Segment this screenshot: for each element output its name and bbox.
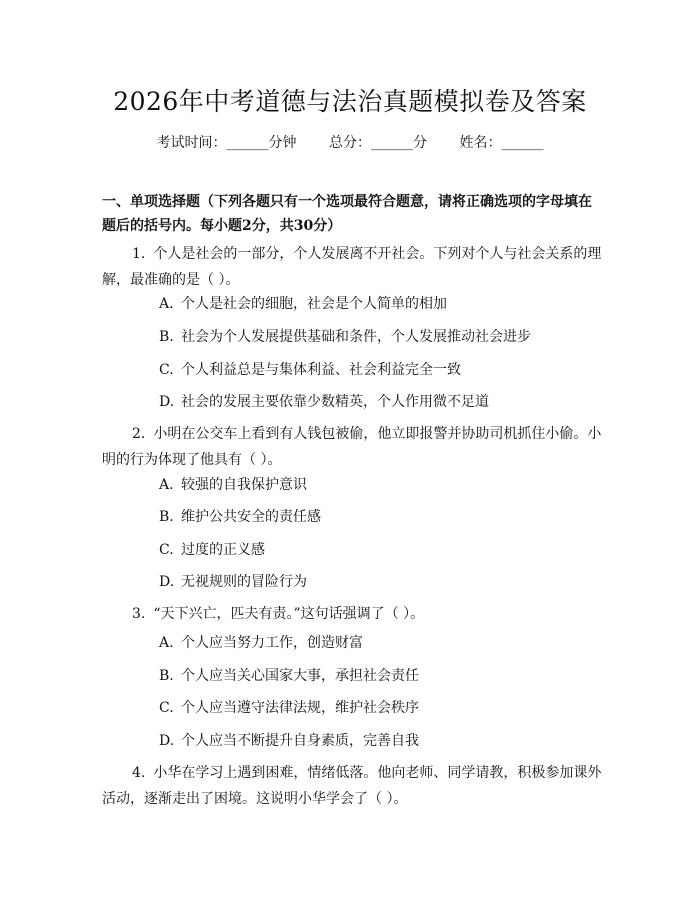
exam-meta <box>0 132 700 152</box>
option-1b <box>159 327 599 347</box>
option-letter: A. <box>159 635 174 651</box>
option-text: 无视规则的冒险行为 <box>181 574 307 590</box>
option-text: 较强的自我保护意识 <box>181 477 307 493</box>
exam-time: 考试时间：______分钟 <box>156 135 297 151</box>
option-text: 个人是社会的细胞，社会是个人简单的相加 <box>181 296 447 312</box>
page-title: 2026年中考道德与法治真题模拟卷及答案 <box>113 87 587 116</box>
option-3d <box>159 731 599 751</box>
question-text: 个人是社会的一部分，个人发展离不开社会。下列对个人与社会关系的理解，最准确的是（ ）。 <box>102 246 602 288</box>
exam-score: 总分：______分 <box>329 135 427 151</box>
option-3c <box>159 698 599 718</box>
option-text: 个人应当关心国家大事，承担社会责任 <box>181 668 419 684</box>
question-number: 1. <box>132 246 146 262</box>
exam-name: 姓名：______ <box>459 135 544 151</box>
option-3b <box>159 666 599 686</box>
option-1d <box>159 392 599 412</box>
option-3a <box>159 633 599 653</box>
section-heading: 一、单项选择题（下列各题只有一个选项最符合题意，请将正确选项的字母填在题后的括号内。每小题2分，共30分） <box>102 194 592 234</box>
option-2d <box>159 572 599 592</box>
option-letter: D. <box>159 733 175 749</box>
option-text: 社会为个人发展提供基础和条件，个人发展推动社会进步 <box>181 329 531 345</box>
option-1a <box>159 294 599 314</box>
question-text: 小明在公交车上看到有人钱包被偷，他立即报警并协助司机抓住小偷。小明的行为体现了他具有（ ）。 <box>102 426 602 468</box>
question-number: 3. <box>132 606 146 622</box>
option-text: 个人应当遵守法律法规，维护社会秩序 <box>181 700 419 716</box>
option-text: 社会的发展主要依靠少数精英，个人作用微不足道 <box>181 394 489 410</box>
option-text: 个人利益总是与集体利益、社会利益完全一致 <box>181 362 461 378</box>
question-4 <box>102 760 602 812</box>
option-letter: D. <box>159 574 175 590</box>
option-2b <box>159 507 599 527</box>
question-text: 小华在学习上遇到困难，情绪低落。他向老师、同学请教，积极参加课外活动，逐渐走出了困境。这说明小华学会了（ ）。 <box>102 765 602 807</box>
option-letter: D. <box>159 394 175 410</box>
option-letter: A. <box>159 296 174 312</box>
option-letter: B. <box>159 509 174 525</box>
option-text: 维护公共安全的责任感 <box>181 509 321 525</box>
question-text: “天下兴亡，匹夫有责。”这句话强调了（ ）。 <box>153 606 425 622</box>
option-2a <box>159 475 599 495</box>
option-letter: C. <box>159 362 174 378</box>
option-text: 个人应当努力工作，创造财富 <box>181 635 363 651</box>
option-letter: B. <box>159 329 174 345</box>
option-letter: C. <box>159 542 174 558</box>
question-2 <box>102 421 602 473</box>
option-text: 个人应当不断提升自身素质，完善自我 <box>181 733 419 749</box>
question-number: 2. <box>132 426 146 442</box>
option-text: 过度的正义感 <box>181 542 265 558</box>
option-letter: C. <box>159 700 174 716</box>
question-3 <box>102 601 602 627</box>
question-number: 4. <box>132 765 146 781</box>
option-2c <box>159 540 599 560</box>
question-1 <box>102 241 602 293</box>
option-1c <box>159 360 599 380</box>
option-letter: A. <box>159 477 174 493</box>
option-letter: B. <box>159 668 174 684</box>
